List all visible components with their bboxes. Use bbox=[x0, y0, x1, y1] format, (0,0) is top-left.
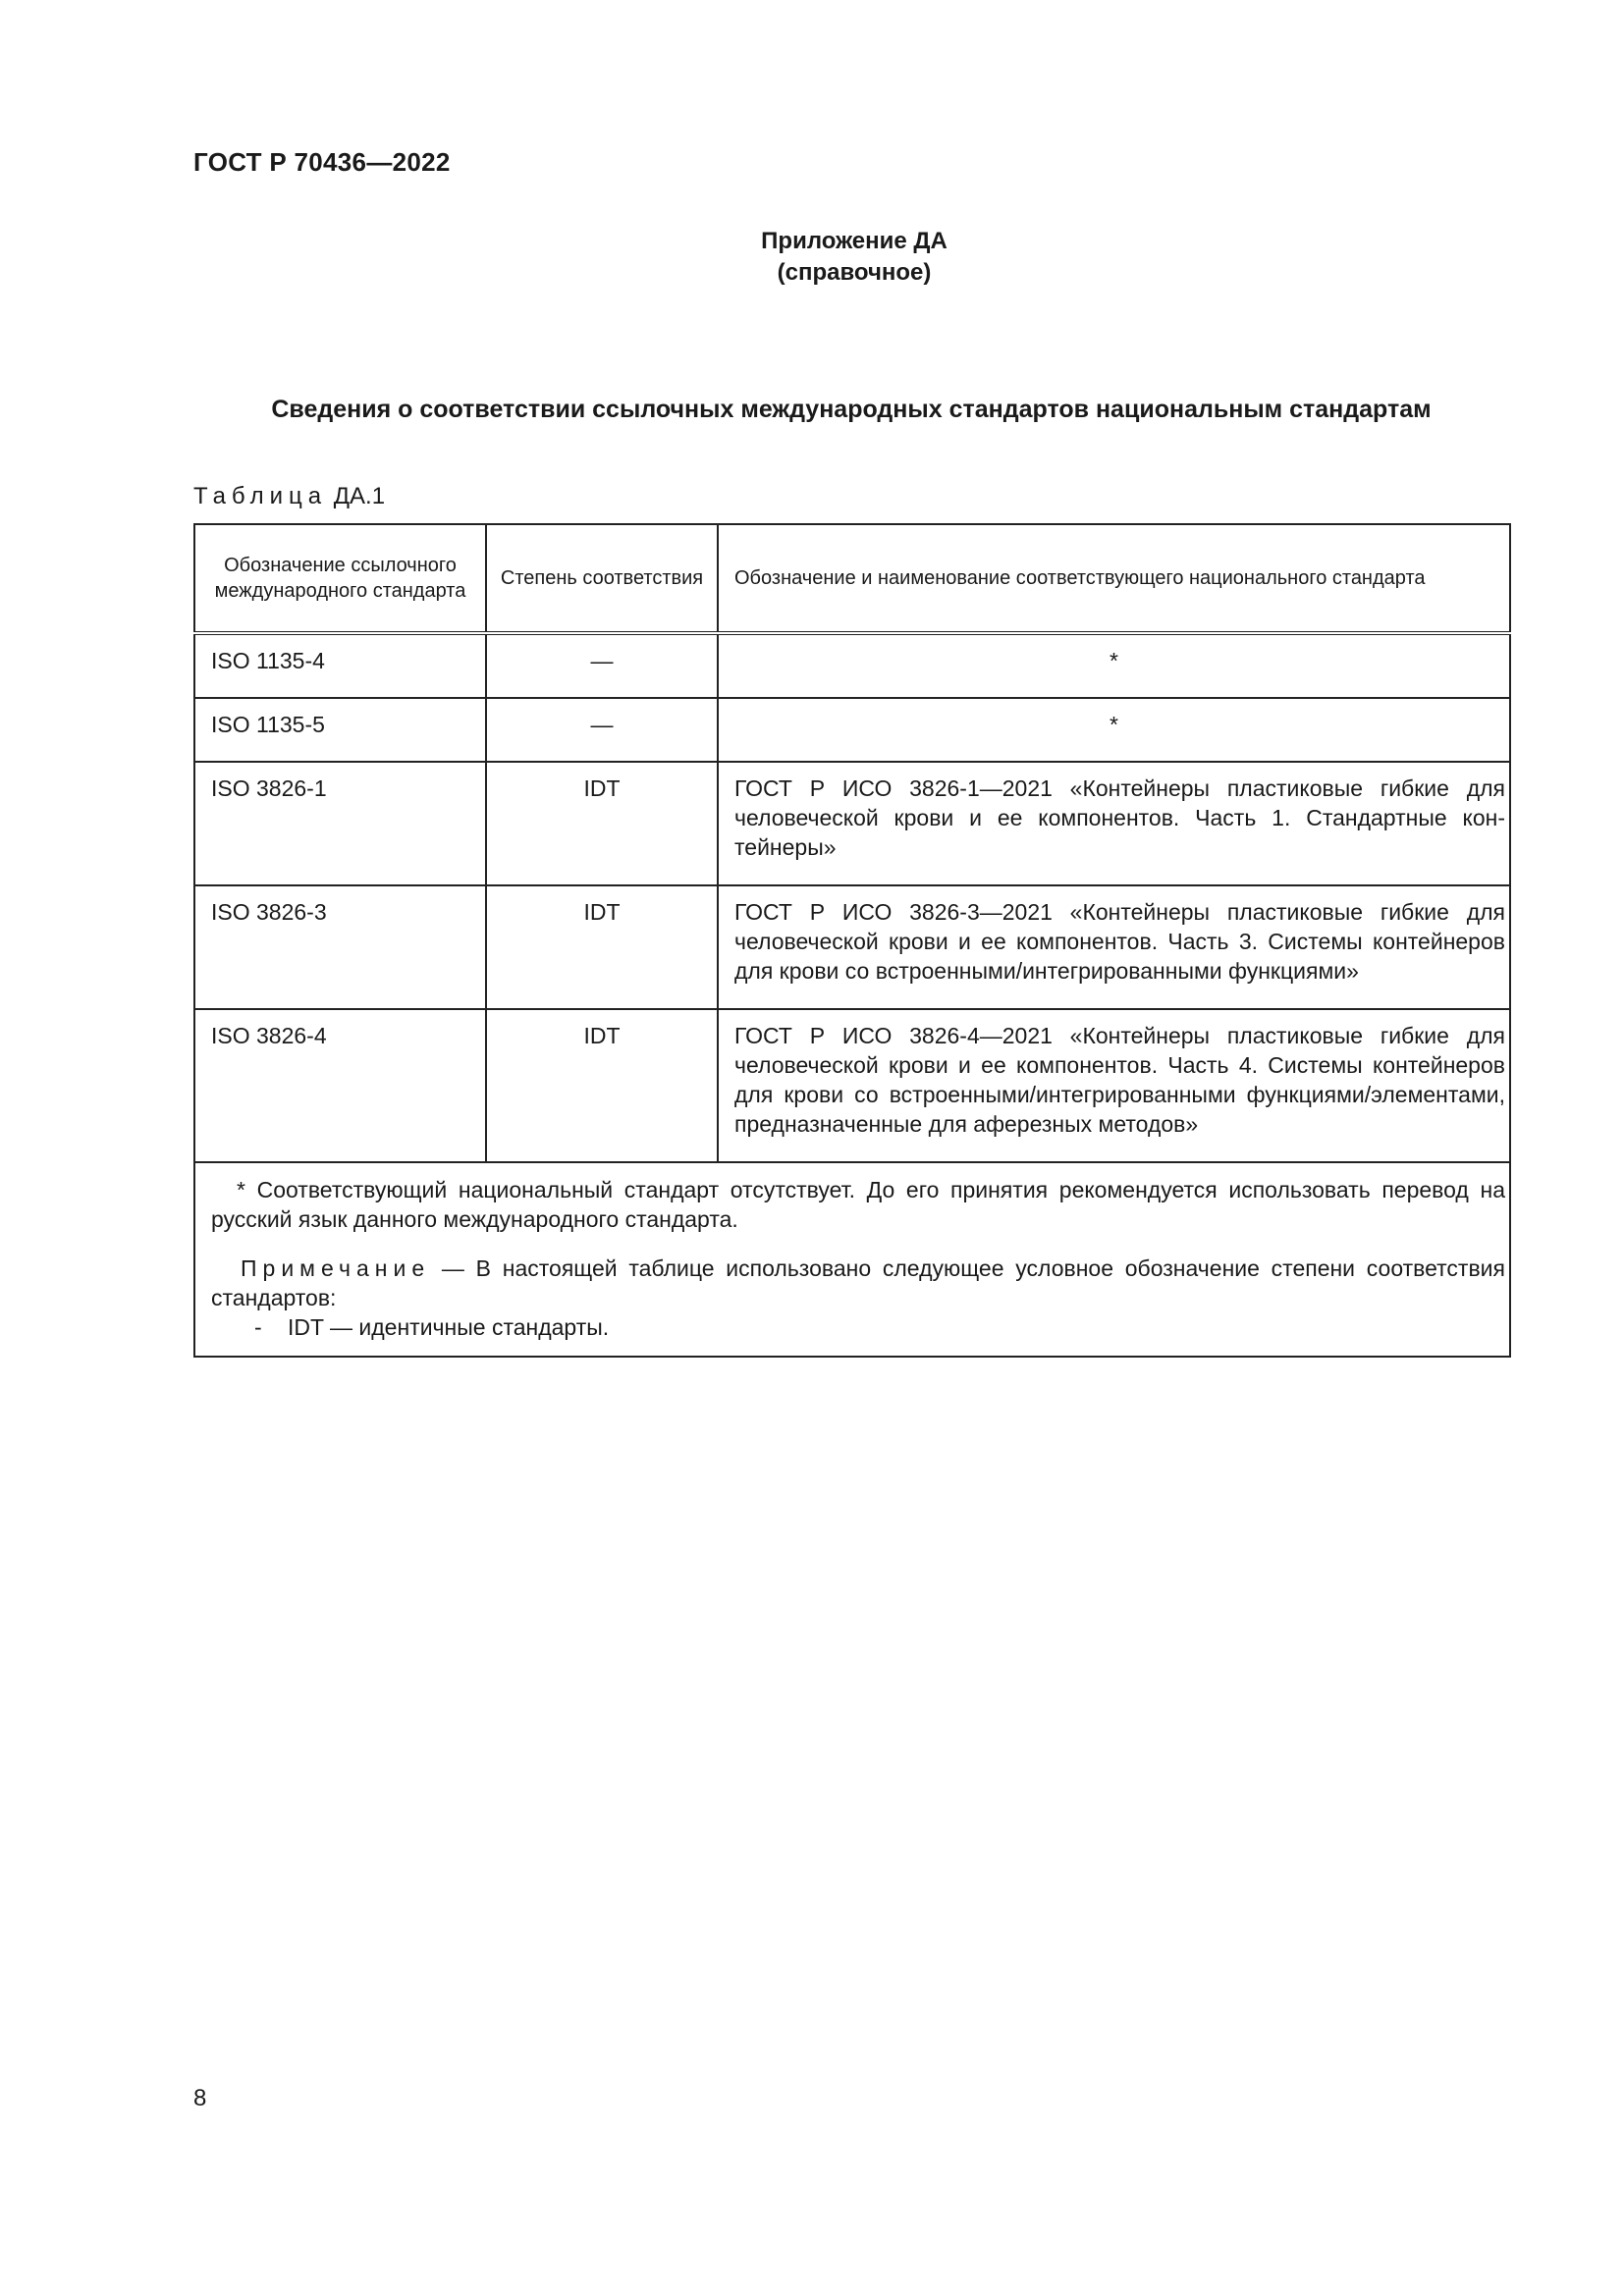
table-row bbox=[194, 762, 1510, 885]
cell-degree: IDT bbox=[486, 1009, 718, 1162]
cell-national-standard: ГОСТ Р ИСО 3826-4—2021 «Контейнеры пластиковые гибкие для человеческой крови и ее компонентов. Часть 4. Системы контейнеров для крови со встроенными/интегрированными функциями/элементами, предназначенные для аферезных методов» bbox=[718, 1009, 1510, 1162]
cell-national-standard: ГОСТ Р ИСО 3826-1—2021 «Контейнеры пластиковые гибкие для человеческой крови и ее компонентов. Часть 1. Стандартные контейнеры» bbox=[718, 762, 1510, 885]
cell-national-standard: * bbox=[718, 698, 1510, 762]
page-number: 8 bbox=[193, 2085, 207, 2111]
document-header: ГОСТ Р 70436—2022 bbox=[193, 147, 451, 177]
header-international-standard: Обозначение ссылочного международного стандарта bbox=[194, 524, 486, 633]
note-list-item bbox=[211, 1312, 1505, 1342]
cell-degree: IDT bbox=[486, 885, 718, 1009]
appendix-title: Приложение ДА bbox=[761, 228, 947, 254]
table-caption bbox=[193, 483, 385, 510]
table-row bbox=[194, 633, 1510, 698]
table-caption-number: ДА.1 bbox=[333, 483, 386, 509]
table-caption-word: Таблица bbox=[193, 483, 328, 509]
table-note bbox=[211, 1254, 1505, 1312]
appendix-subtitle: (справочное) bbox=[777, 259, 932, 286]
table-footnote: * Соответствующий национальный стандарт отсутствует. До его принятия рекомендуется использовать перевод на русский язык данного международного стандарта. bbox=[211, 1177, 1505, 1232]
cell-degree: IDT bbox=[486, 762, 718, 885]
note-list-dash: - bbox=[254, 1314, 262, 1340]
header-degree: Степень соответствия bbox=[486, 524, 718, 633]
cell-code: ISO 1135-5 bbox=[194, 698, 486, 762]
cell-degree: — bbox=[486, 633, 718, 698]
header-national-standard: Обозначение и наименование соответствующего национального стандарта bbox=[718, 524, 1510, 633]
note-text: — В настоящей таблице использовано следующее условное обозначение степени соответствия стандартов: bbox=[211, 1255, 1505, 1310]
correspondence-table bbox=[193, 523, 1511, 1358]
table-notes bbox=[194, 1162, 1510, 1357]
cell-code: ISO 3826-3 bbox=[194, 885, 486, 1009]
cell-national-standard: * bbox=[718, 633, 1510, 698]
cell-degree: — bbox=[486, 698, 718, 762]
cell-national-standard: ГОСТ Р ИСО 3826-3—2021 «Контейнеры пластиковые гибкие для человеческой крови и ее компонентов. Часть 3. Системы контейнеров для крови со встроенными/интегрированными функциями» bbox=[718, 885, 1510, 1009]
appendix-heading bbox=[589, 226, 1119, 289]
cell-code: ISO 1135-4 bbox=[194, 633, 486, 698]
note-label: Примечание bbox=[241, 1255, 431, 1281]
table-header-row bbox=[194, 524, 1510, 633]
cell-code: ISO 3826-4 bbox=[194, 1009, 486, 1162]
note-list-text: IDT — идентичные стандарты. bbox=[288, 1314, 610, 1340]
section-title: Сведения о соответствии ссылочных международных стандартов национальным стандартам bbox=[271, 396, 1432, 423]
cell-code: ISO 3826-1 bbox=[194, 762, 486, 885]
table-row bbox=[194, 1009, 1510, 1162]
table-notes-row bbox=[194, 1162, 1510, 1357]
table-row bbox=[194, 698, 1510, 762]
table-row bbox=[194, 885, 1510, 1009]
